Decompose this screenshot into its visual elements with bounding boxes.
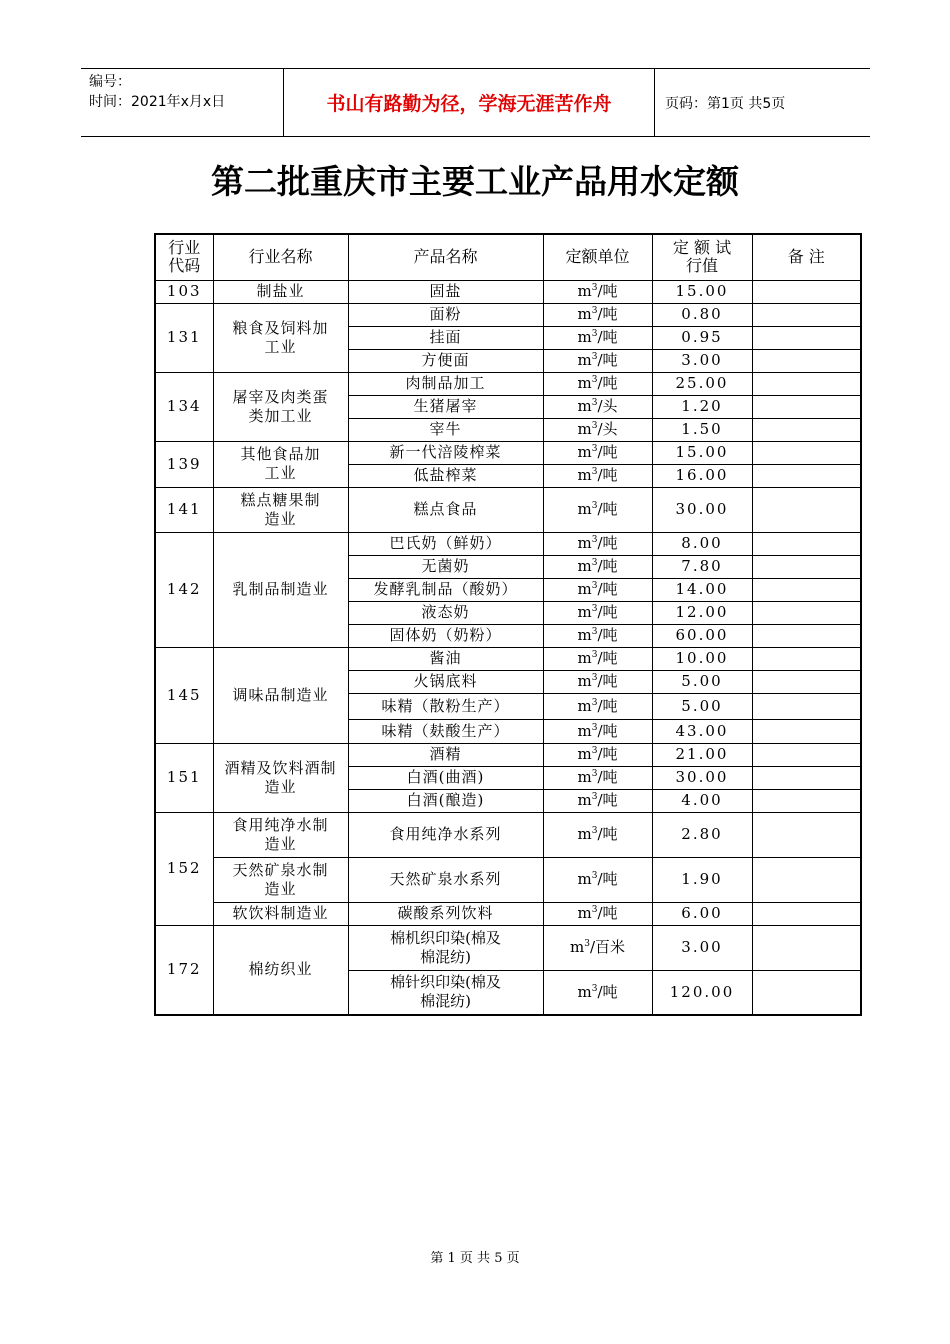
- product-name: 碳酸系列饮料: [348, 902, 543, 925]
- product-name: 天然矿泉水系列: [348, 857, 543, 902]
- quota-value: 10.00: [652, 647, 752, 670]
- product-name: 生猪屠宰: [348, 395, 543, 418]
- quota-unit: $m^3/$吨: [543, 902, 652, 925]
- note-cell: [752, 812, 861, 857]
- quota-value: 0.95: [652, 326, 752, 349]
- quota-unit: $m^3/$吨: [543, 464, 652, 487]
- quota-value: 0.80: [652, 303, 752, 326]
- industry-code: 151: [155, 743, 213, 812]
- product-name: 固盐: [348, 280, 543, 303]
- page-header: [81, 68, 870, 137]
- product-name: 味精（麸酸生产）: [348, 719, 543, 743]
- note-cell: [752, 418, 861, 441]
- quota-value: 5.00: [652, 693, 752, 719]
- industry-name: 制盐业: [213, 280, 348, 303]
- quota-value: 25.00: [652, 372, 752, 395]
- quota-unit: $m^3/$吨: [543, 372, 652, 395]
- table-row: [155, 532, 861, 555]
- industry-name: 调味品制造业: [213, 647, 348, 743]
- table-row: [155, 925, 861, 970]
- quota-unit: $m^3/$吨: [543, 693, 652, 719]
- header-note: 备 注: [752, 234, 861, 280]
- quota-unit: $m^3/$吨: [543, 647, 652, 670]
- table-row: [155, 743, 861, 766]
- note-cell: [752, 441, 861, 464]
- product-name: 巴氏奶（鲜奶）: [348, 532, 543, 555]
- quota-value: 43.00: [652, 719, 752, 743]
- product-name: 发酵乳制品（酸奶）: [348, 578, 543, 601]
- note-cell: [752, 578, 861, 601]
- document-number-label: 编号：: [89, 74, 131, 90]
- table-row: [155, 647, 861, 670]
- quota-unit: $m^3/$吨: [543, 812, 652, 857]
- note-cell: [752, 970, 861, 1015]
- product-name: 食用纯净水系列: [348, 812, 543, 857]
- product-name: 挂面: [348, 326, 543, 349]
- note-cell: [752, 743, 861, 766]
- header-industry-name: 行业名称: [213, 234, 348, 280]
- product-name: 白酒(曲酒): [348, 766, 543, 789]
- note-cell: [752, 647, 861, 670]
- industry-code: 141: [155, 487, 213, 532]
- quota-value: 4.00: [652, 789, 752, 812]
- table-row: [155, 303, 861, 326]
- product-name: 固体奶（奶粉）: [348, 624, 543, 647]
- industry-name: 天然矿泉水制造业: [213, 857, 348, 902]
- note-cell: [752, 902, 861, 925]
- note-cell: [752, 670, 861, 693]
- document-date: 时间：2021年x月x日: [89, 94, 226, 110]
- header-motto: 书山有路勤为径，学海无涯苦作舟: [283, 69, 655, 136]
- note-cell: [752, 766, 861, 789]
- table-row: [155, 812, 861, 857]
- industry-name: 其他食品加工业: [213, 441, 348, 487]
- header-industry-code: 行业代码: [155, 234, 213, 280]
- industry-name: 乳制品制造业: [213, 532, 348, 647]
- note-cell: [752, 857, 861, 902]
- table-row: [155, 487, 861, 532]
- quota-unit: $m^3/$吨: [543, 578, 652, 601]
- quota-value: 8.00: [652, 532, 752, 555]
- quota-unit: $m^3/$吨: [543, 280, 652, 303]
- quota-unit: $m^3/$吨: [543, 487, 652, 532]
- quota-unit: $m^3/$吨: [543, 743, 652, 766]
- product-name: 液态奶: [348, 601, 543, 624]
- product-name: 白酒(酿造): [348, 789, 543, 812]
- quota-unit: $m^3/$吨: [543, 349, 652, 372]
- note-cell: [752, 303, 861, 326]
- table-row: [155, 280, 861, 303]
- quota-value: 30.00: [652, 487, 752, 532]
- quota-value: 7.80: [652, 555, 752, 578]
- product-name: 酒精: [348, 743, 543, 766]
- quota-unit: $m^3/$吨: [543, 624, 652, 647]
- header-page-info: 页码：第1页 共5页: [665, 95, 786, 112]
- product-name: 酱油: [348, 647, 543, 670]
- product-name: 火锅底料: [348, 670, 543, 693]
- table-header-row: [155, 234, 861, 280]
- industry-name: 棉纺织业: [213, 925, 348, 1015]
- quota-unit: $m^3/$吨: [543, 303, 652, 326]
- quota-unit: $m^3/$头: [543, 418, 652, 441]
- note-cell: [752, 555, 861, 578]
- product-name: 肉制品加工: [348, 372, 543, 395]
- quota-unit: $m^3/$吨: [543, 441, 652, 464]
- note-cell: [752, 624, 861, 647]
- quota-value: 30.00: [652, 766, 752, 789]
- note-cell: [752, 464, 861, 487]
- industry-name: 食用纯净水制造业: [213, 812, 348, 857]
- note-cell: [752, 532, 861, 555]
- quota-unit: $m^3/$吨: [543, 555, 652, 578]
- quota-value: 60.00: [652, 624, 752, 647]
- header-product-name: 产品名称: [348, 234, 543, 280]
- note-cell: [752, 601, 861, 624]
- quota-unit: $m^3/$吨: [543, 970, 652, 1015]
- quota-unit: $m^3/$吨: [543, 857, 652, 902]
- table-row: [155, 441, 861, 464]
- note-cell: [752, 789, 861, 812]
- quota-unit: $m^3/$百米: [543, 925, 652, 970]
- product-name: 方便面: [348, 349, 543, 372]
- note-cell: [752, 487, 861, 532]
- note-cell: [752, 395, 861, 418]
- water-quota-table: [154, 233, 862, 1016]
- industry-code: 142: [155, 532, 213, 647]
- quota-value: 14.00: [652, 578, 752, 601]
- quota-unit: $m^3/$头: [543, 395, 652, 418]
- industry-code: 134: [155, 372, 213, 441]
- quota-value: 15.00: [652, 280, 752, 303]
- quota-unit: $m^3/$吨: [543, 326, 652, 349]
- quota-value: 120.00: [652, 970, 752, 1015]
- quota-value: 1.50: [652, 418, 752, 441]
- note-cell: [752, 349, 861, 372]
- quota-value: 2.80: [652, 812, 752, 857]
- quota-value: 5.00: [652, 670, 752, 693]
- industry-code: 103: [155, 280, 213, 303]
- quota-unit: $m^3/$吨: [543, 766, 652, 789]
- product-name: 糕点食品: [348, 487, 543, 532]
- quota-value: 21.00: [652, 743, 752, 766]
- product-name: 宰牛: [348, 418, 543, 441]
- industry-name: 屠宰及肉类蛋类加工业: [213, 372, 348, 441]
- product-name: 面粉: [348, 303, 543, 326]
- quota-unit: $m^3/$吨: [543, 532, 652, 555]
- product-name: 无菌奶: [348, 555, 543, 578]
- industry-code: 145: [155, 647, 213, 743]
- industry-name: 粮食及饲料加工业: [213, 303, 348, 372]
- product-name: 棉针织印染(棉及棉混纺): [348, 970, 543, 1015]
- note-cell: [752, 719, 861, 743]
- industry-code: 139: [155, 441, 213, 487]
- product-name: 低盐榨菜: [348, 464, 543, 487]
- quota-unit: $m^3/$吨: [543, 789, 652, 812]
- product-name: 味精（散粉生产）: [348, 693, 543, 719]
- table-row: [155, 902, 861, 925]
- note-cell: [752, 372, 861, 395]
- product-name: 新一代涪陵榨菜: [348, 441, 543, 464]
- product-name: 棉机织印染(棉及棉混纺): [348, 925, 543, 970]
- industry-code: 131: [155, 303, 213, 372]
- note-cell: [752, 326, 861, 349]
- note-cell: [752, 280, 861, 303]
- quota-value: 1.20: [652, 395, 752, 418]
- note-cell: [752, 925, 861, 970]
- note-cell: [752, 693, 861, 719]
- page-footer: 第 1 页 共 5 页: [430, 1251, 520, 1266]
- quota-value: 12.00: [652, 601, 752, 624]
- quota-value: 3.00: [652, 349, 752, 372]
- quota-unit: $m^3/$吨: [543, 601, 652, 624]
- industry-code: 172: [155, 925, 213, 1015]
- quota-value: 16.00: [652, 464, 752, 487]
- quota-value: 1.90: [652, 857, 752, 902]
- quota-unit: $m^3/$吨: [543, 719, 652, 743]
- industry-name: 软饮料制造业: [213, 902, 348, 925]
- industry-name: 糕点糖果制造业: [213, 487, 348, 532]
- industry-name: 酒精及饮料酒制造业: [213, 743, 348, 812]
- quota-value: 15.00: [652, 441, 752, 464]
- quota-unit: $m^3/$吨: [543, 670, 652, 693]
- industry-code: 152: [155, 812, 213, 925]
- table-row: [155, 372, 861, 395]
- header-quota-unit: 定额单位: [543, 234, 652, 280]
- table-row: [155, 857, 861, 902]
- document-title: 第二批重庆市主要工业产品用水定额: [211, 162, 739, 201]
- header-quota-value: 定 额 试行值: [652, 234, 752, 280]
- header-meta: [81, 69, 283, 136]
- quota-value: 3.00: [652, 925, 752, 970]
- quota-value: 6.00: [652, 902, 752, 925]
